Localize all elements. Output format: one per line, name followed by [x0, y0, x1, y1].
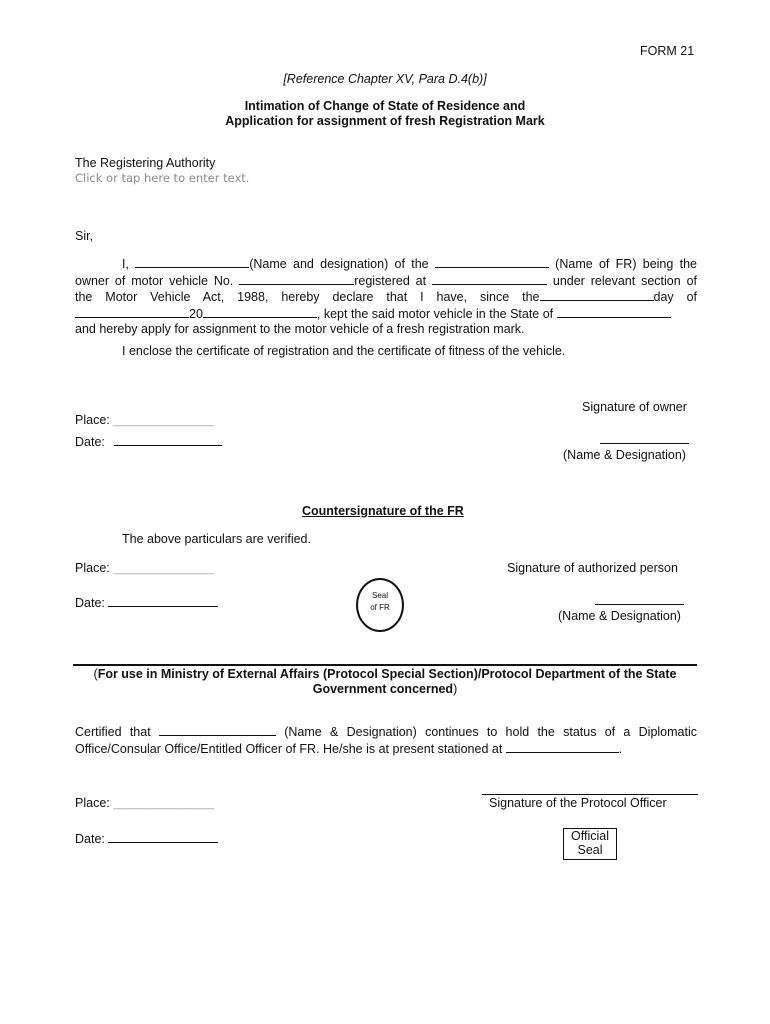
fr-place-row: Place: ________________: [75, 561, 215, 575]
protocol-signature-line[interactable]: [482, 794, 698, 795]
reference-line: [Reference Chapter XV, Para D.4(b)]: [283, 72, 487, 86]
fr-name-blank[interactable]: [435, 256, 549, 268]
protocol-signature-label: Signature of the Protocol Officer: [489, 796, 667, 810]
authorized-name-designation: (Name & Designation): [558, 609, 681, 623]
ministry-place-row: Place: ________________: [75, 796, 215, 810]
fr-date-blank[interactable]: [108, 595, 218, 607]
owner-signature-label: Signature of owner: [582, 400, 687, 414]
fr-seal: Seal of FR: [356, 578, 404, 632]
ministry-heading-line-2: Government concerned): [312, 682, 458, 696]
authorized-signature-label: Signature of authorized person: [507, 561, 678, 575]
year-blank[interactable]: [203, 306, 317, 318]
owner-signature-line[interactable]: [600, 432, 689, 447]
addressee: The Registering Authority: [75, 156, 216, 170]
certification-paragraph: [75, 724, 697, 757]
certification-line-2: Office/Consular Office/Entitled Officer of FR. He/she is at present stationed at .: [75, 741, 623, 756]
state-blank[interactable]: [557, 306, 671, 318]
form-number: FORM 21: [640, 44, 695, 58]
name-designation-blank[interactable]: [135, 256, 249, 268]
declaration-line-3: the Motor Vehicle Act, 1988, hereby declare that I have, since the day of: [75, 290, 697, 304]
since-date-blank[interactable]: [540, 289, 654, 301]
ministry-date-row: Date:: [75, 831, 218, 846]
declaration-line-2: owner of motor vehicle No. registered at under relevant section of: [75, 273, 697, 288]
registered-at-blank[interactable]: [432, 273, 547, 285]
certification-line-1: Certified that (Name & Designation) continues to hold the status of a Diplomatic: [75, 725, 697, 739]
countersignature-heading: Countersignature of the FR: [302, 504, 464, 518]
enclosure-statement: I enclose the certificate of registration and the certificate of fitness of the vehicle.: [122, 344, 566, 358]
vehicle-number-blank[interactable]: [239, 273, 354, 285]
official-seal: Official Seal: [563, 828, 617, 860]
authority-text-field[interactable]: Click or tap here to enter text.: [75, 171, 250, 185]
certified-name-blank[interactable]: [159, 724, 276, 736]
month-blank[interactable]: [75, 306, 189, 318]
salutation: Sir,: [75, 229, 94, 243]
declaration-line-1: I, (Name and designation) of the (Name of FR) being the: [122, 257, 697, 271]
title-line-2: Application for assignment of fresh Registration Mark: [225, 114, 545, 128]
owner-date-blank[interactable]: [114, 434, 222, 446]
fr-date-row: Date:: [75, 595, 218, 610]
owner-name-designation: (Name & Designation): [563, 448, 686, 462]
owner-place-field[interactable]: ________________: [113, 415, 215, 427]
ministry-place-field[interactable]: ________________: [113, 798, 215, 810]
declaration-line-4: 20 , kept the said motor vehicle in the State of: [75, 306, 697, 323]
owner-place-row: Place: ________________: [75, 413, 215, 427]
verified-statement: The above particulars are verified.: [122, 532, 311, 546]
declaration-paragraph: [75, 256, 697, 338]
section-divider: [73, 664, 697, 666]
fr-place-field[interactable]: ________________: [113, 563, 215, 575]
owner-date-row: Date:: [75, 434, 222, 449]
ministry-heading-line-1: (For use in Ministry of External Affairs (Protocol Special Section)/Protocol Department of the State: [93, 667, 677, 681]
stationed-at-blank[interactable]: [506, 741, 619, 753]
ministry-date-blank[interactable]: [108, 831, 218, 843]
title-line-1: Intimation of Change of State of Residence and: [244, 99, 526, 113]
authorized-signature-line[interactable]: [595, 593, 684, 608]
declaration-line-5: and hereby apply for assignment to the motor vehicle of a fresh registration mark.: [75, 322, 525, 336]
